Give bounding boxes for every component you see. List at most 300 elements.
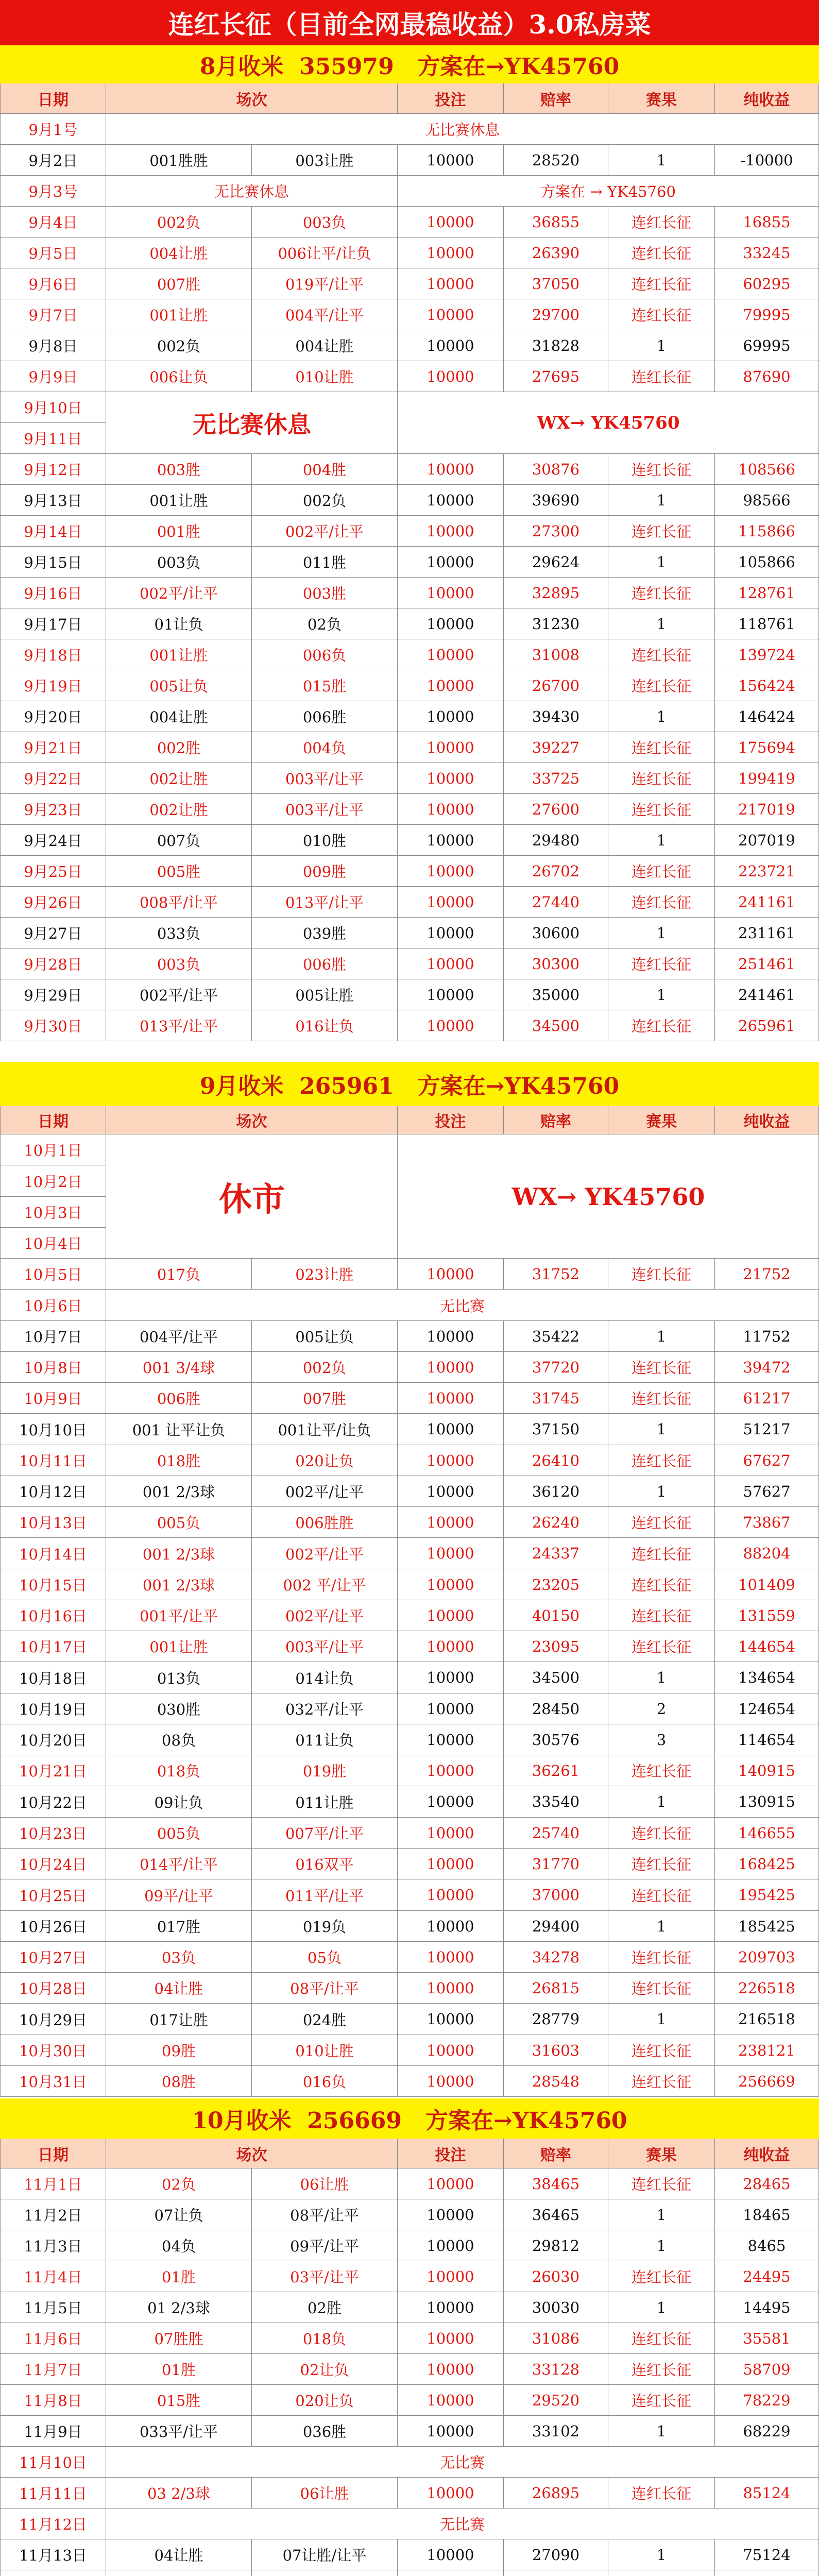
match-cell-a: 017胜 <box>106 1911 252 1942</box>
stake-cell: 10000 <box>398 2478 504 2509</box>
profit-cell: 33245 <box>715 238 819 268</box>
profit-cell: 51217 <box>715 1414 819 1445</box>
date-cell: 10月20日 <box>0 1724 106 1755</box>
date-cell: 9月7日 <box>0 299 106 330</box>
table-row <box>0 1538 819 1569</box>
match-cell-a: 08负 <box>106 1724 252 1755</box>
stake-cell: 10000 <box>398 1818 504 1849</box>
result-cell: 连红长征 <box>608 2478 715 2509</box>
date-cell: 9月22日 <box>0 763 106 794</box>
stake-cell: 10000 <box>398 299 504 330</box>
stake-cell: 10000 <box>398 825 504 856</box>
match-cell-b: 05负 <box>252 1942 398 1973</box>
odds-cell: 31603 <box>504 2035 608 2066</box>
match-cell-b: 004胜 <box>252 454 398 485</box>
result-cell: 连红长征 <box>608 1383 715 1414</box>
odds-cell: 31752 <box>504 1259 608 1290</box>
result-cell: 连红长征 <box>608 670 715 701</box>
match-cell-a: 001让胜 <box>106 485 252 516</box>
odds-cell: 36120 <box>504 1476 608 1507</box>
date-cell: 11月7日 <box>0 2354 106 2385</box>
profit-cell: 199419 <box>715 763 819 794</box>
profit-cell: 68229 <box>715 2416 819 2447</box>
date-cell: 9月4日 <box>0 207 106 238</box>
match-cell-a: 001让胜 <box>106 1631 252 1662</box>
match-cell-b: 004平/让平 <box>252 299 398 330</box>
match-cell-a: 001让胜 <box>106 299 252 330</box>
stake-cell: 10000 <box>398 701 504 732</box>
result-cell: 1 <box>608 2004 715 2035</box>
stake-cell: 10000 <box>398 670 504 701</box>
profit-cell: 175694 <box>715 732 819 763</box>
result-cell: 连红长征 <box>608 948 715 979</box>
table-row <box>0 2035 819 2066</box>
result-cell: 连红长征 <box>608 1259 715 1290</box>
date-cell: 9月17日 <box>0 608 106 639</box>
match-cell-a: 018负 <box>106 1755 252 1786</box>
profit-cell: 241161 <box>715 887 819 918</box>
result-cell: 连红长征 <box>608 207 715 238</box>
table-row <box>0 207 819 238</box>
match-cell-a: 001 2/3球 <box>106 1569 252 1600</box>
date-cell: 10月31日 <box>0 2066 106 2097</box>
date-cell: 9月26日 <box>0 887 106 918</box>
match-cell-a: 003胜 <box>106 454 252 485</box>
profit-cell: 124654 <box>715 1693 819 1724</box>
profit-cell: 11752 <box>715 1321 819 1352</box>
date-cell: 10月3日 <box>0 1197 106 1228</box>
date-cell: 9月1号 <box>0 114 106 145</box>
stake-cell: 10000 <box>398 1321 504 1352</box>
odds-cell: 33128 <box>504 2354 608 2385</box>
odds-cell: 27440 <box>504 887 608 918</box>
rest-note: 无比赛休息 <box>193 411 311 438</box>
table-row <box>0 1569 819 1600</box>
profit-cell: 265961 <box>715 1010 819 1041</box>
header-cell: 赛果 <box>608 83 715 114</box>
match-cell-a: 006胜 <box>106 1383 252 1414</box>
date-cell: 9月11日 <box>0 423 106 454</box>
stake-cell: 10000 <box>398 979 504 1010</box>
stake-cell: 10000 <box>398 856 504 887</box>
match-cell-a: 04让胜 <box>106 1973 252 2004</box>
header-cell: 场次 <box>106 2139 398 2168</box>
match-cell-a: 08胜 <box>106 2066 252 2097</box>
profit-cell: 209703 <box>715 1942 819 1973</box>
profit-cell: 87690 <box>715 361 819 392</box>
result-cell: 1 <box>608 918 715 948</box>
result-cell: 1 <box>608 330 715 361</box>
stake-cell: 10000 <box>398 1755 504 1786</box>
table-row <box>0 2230 819 2261</box>
result-cell: 连红长征 <box>608 1445 715 1476</box>
stake-cell: 10000 <box>398 948 504 979</box>
stake-cell: 10000 <box>398 2199 504 2230</box>
stake-cell: 10000 <box>398 361 504 392</box>
match-cell-a: 001 2/3球 <box>106 1476 252 1507</box>
table-row <box>0 2447 819 2478</box>
match-cell-b: 002平/让平 <box>252 1600 398 1631</box>
date-cell: 10月8日 <box>0 1352 106 1383</box>
date-cell: 9月21日 <box>0 732 106 763</box>
match-cell-b <box>252 2570 398 2576</box>
match-cell-b: 019负 <box>252 1911 398 1942</box>
date-cell: 10月4日 <box>0 1228 106 1259</box>
odds-cell: 34500 <box>504 1662 608 1693</box>
date-cell: 9月27日 <box>0 918 106 948</box>
match-cell-a: 07胜胜 <box>106 2323 252 2354</box>
stake-cell: 10000 <box>398 207 504 238</box>
date-cell: 10月25日 <box>0 1879 106 1911</box>
match-cell-a: 018胜 <box>106 1445 252 1476</box>
profit-cell: 14495 <box>715 2292 819 2323</box>
profit-cell: -10000 <box>715 145 819 176</box>
result-cell: 连红长征 <box>608 1352 715 1383</box>
profit-cell: 207019 <box>715 825 819 856</box>
stake-cell: 10000 <box>398 1662 504 1693</box>
date-cell: 10月15日 <box>0 1569 106 1600</box>
stake-cell: 10000 <box>398 2354 504 2385</box>
odds-cell: 37050 <box>504 268 608 299</box>
odds-cell: 35422 <box>504 1321 608 1352</box>
match-cell-a: 033平/让平 <box>106 2416 252 2447</box>
stake-cell: 10000 <box>398 2416 504 2447</box>
stake-cell: 10000 <box>398 2004 504 2035</box>
profit-cell: 8465 <box>715 2230 819 2261</box>
result-cell: 连红长征 <box>608 763 715 794</box>
stake-cell: 10000 <box>398 2168 504 2199</box>
table-row <box>0 918 819 948</box>
stake-cell: 10000 <box>398 2230 504 2261</box>
no-match-note: 无比赛休息 <box>106 114 819 145</box>
date-cell: 10月6日 <box>0 1290 106 1321</box>
match-cell-b: 010让胜 <box>252 2035 398 2066</box>
match-cell-a: 005让负 <box>106 670 252 701</box>
month-summary-banner: 8月收米 355979 方案在→YK45760 <box>0 45 819 83</box>
plan-note: WX→ YK45760 <box>537 413 680 433</box>
match-cell-a: 033负 <box>106 918 252 948</box>
match-cell-b: 09平/让平 <box>252 2230 398 2261</box>
result-cell: 1 <box>608 2230 715 2261</box>
profit-cell: 226518 <box>715 1973 819 2004</box>
profit-cell: 134654 <box>715 1662 819 1693</box>
date-cell: 9月13日 <box>0 485 106 516</box>
date-cell: 9月15日 <box>0 547 106 578</box>
result-cell: 1 <box>608 547 715 578</box>
table-row <box>0 1973 819 2004</box>
profit-cell: 115866 <box>715 516 819 547</box>
header-cell: 投注 <box>398 83 504 114</box>
match-cell-b: 02负 <box>252 608 398 639</box>
date-cell: 10月10日 <box>0 1414 106 1445</box>
match-cell-b: 011让胜 <box>252 1786 398 1818</box>
profit-cell: 57627 <box>715 1476 819 1507</box>
date-cell: 10月19日 <box>0 1693 106 1724</box>
table-row <box>0 238 819 268</box>
match-cell-a: 004平/让平 <box>106 1321 252 1352</box>
match-cell-a: 001胜胜 <box>106 145 252 176</box>
plan-note: 方案在 → YK45760 <box>398 176 819 207</box>
match-cell-b: 009胜 <box>252 856 398 887</box>
match-cell-b: 003让胜 <box>252 145 398 176</box>
result-cell: 连红长征 <box>608 1600 715 1631</box>
odds-cell: 36261 <box>504 1755 608 1786</box>
odds-cell: 32895 <box>504 578 608 608</box>
result-cell: 1 <box>608 1786 715 1818</box>
date-cell: 9月8日 <box>0 330 106 361</box>
stake-cell: 10000 <box>398 485 504 516</box>
match-cell-b: 002平/让平 <box>252 1538 398 1569</box>
plan-note: WX→ YK45760 <box>511 1182 705 1211</box>
profit-cell: 28465 <box>715 2168 819 2199</box>
date-cell: 11月10日 <box>0 2447 106 2478</box>
match-cell-b: 014让负 <box>252 1662 398 1693</box>
match-cell-a <box>106 2570 252 2576</box>
date-cell: 11月5日 <box>0 2292 106 2323</box>
result-cell: 1 <box>608 1662 715 1693</box>
header-cell: 投注 <box>398 1106 504 1134</box>
table-row <box>0 2168 819 2199</box>
result-cell: 连红长征 <box>608 2168 715 2199</box>
match-cell-a: 002负 <box>106 330 252 361</box>
result-cell: 3 <box>608 1724 715 1755</box>
match-cell-b: 004让胜 <box>252 330 398 361</box>
match-cell-b: 006胜 <box>252 701 398 732</box>
table-row <box>0 2539 819 2570</box>
date-cell: 11月13日 <box>0 2539 106 2570</box>
odds-cell: 26700 <box>504 670 608 701</box>
stake-cell: 10000 <box>398 2066 504 2097</box>
result-cell: 连红长征 <box>608 299 715 330</box>
match-cell-b: 039胜 <box>252 918 398 948</box>
date-cell: 9月12日 <box>0 454 106 485</box>
match-cell-a: 015胜 <box>106 2385 252 2416</box>
table-row <box>0 2416 819 2447</box>
odds-cell: 26410 <box>504 1445 608 1476</box>
result-cell: 连红长征 <box>608 454 715 485</box>
date-cell: 10月26日 <box>0 1911 106 1942</box>
match-cell-a: 017负 <box>106 1259 252 1290</box>
odds-cell: 29812 <box>504 2230 608 2261</box>
table-row <box>0 1352 819 1383</box>
stake-cell: 10000 <box>398 1879 504 1911</box>
match-cell-b: 006胜 <box>252 948 398 979</box>
table-row <box>0 176 819 207</box>
match-cell-b: 005让胜 <box>252 979 398 1010</box>
date-cell: 11月6日 <box>0 2323 106 2354</box>
month-summary-banner: 10月收米 256669 方案在→YK45760 <box>0 2098 819 2139</box>
odds-cell: 30300 <box>504 948 608 979</box>
table-row <box>0 1321 819 1352</box>
result-cell: 连红长征 <box>608 1818 715 1849</box>
match-cell-a: 002负 <box>106 207 252 238</box>
result-cell: 1 <box>608 608 715 639</box>
match-cell-a: 01胜 <box>106 2354 252 2385</box>
table-row <box>0 454 819 485</box>
stake-cell: 10000 <box>398 1538 504 1569</box>
profit-cell: 146424 <box>715 701 819 732</box>
table-row <box>0 2292 819 2323</box>
odds-cell: 31008 <box>504 639 608 670</box>
table-row <box>0 578 819 608</box>
match-cell-b: 002负 <box>252 1352 398 1383</box>
date-cell: 9月3号 <box>0 176 106 207</box>
result-cell: 2 <box>608 1693 715 1724</box>
odds-cell: 39690 <box>504 485 608 516</box>
result-cell: 连红长征 <box>608 2261 715 2292</box>
match-cell-b: 011让负 <box>252 1724 398 1755</box>
odds-cell: 23095 <box>504 1631 608 1662</box>
match-cell-b: 004负 <box>252 732 398 763</box>
page-title: 连红长征（目前全网最稳收益）3.0私房菜 <box>0 0 819 45</box>
table-row <box>0 1476 819 1507</box>
match-cell-b: 013平/让平 <box>252 887 398 918</box>
match-cell-a: 001 3/4球 <box>106 1352 252 1383</box>
odds-cell: 28548 <box>504 2066 608 2097</box>
result-cell: 1 <box>608 485 715 516</box>
result-cell: 1 <box>608 2199 715 2230</box>
match-cell-b: 011平/让平 <box>252 1879 398 1911</box>
odds-cell: 26895 <box>504 2478 608 2509</box>
match-cell-b: 016双平 <box>252 1849 398 1879</box>
odds-cell: 26702 <box>504 856 608 887</box>
stake-cell: 10000 <box>398 1569 504 1600</box>
header-cell: 赔率 <box>504 83 608 114</box>
profit-cell: 88204 <box>715 1538 819 1569</box>
match-cell-b: 02胜 <box>252 2292 398 2323</box>
profit-cell: 69995 <box>715 330 819 361</box>
odds-cell: 29520 <box>504 2385 608 2416</box>
table-row <box>0 732 819 763</box>
stake-cell <box>398 2570 504 2576</box>
match-cell-a: 001 2/3球 <box>106 1538 252 1569</box>
profit-cell: 39472 <box>715 1352 819 1383</box>
odds-cell <box>504 2570 608 2576</box>
date-cell: 10月30日 <box>0 2035 106 2066</box>
match-cell-b: 010让胜 <box>252 361 398 392</box>
match-cell-a: 09让负 <box>106 1786 252 1818</box>
table-row <box>0 979 819 1010</box>
odds-cell: 31828 <box>504 330 608 361</box>
table-row <box>0 485 819 516</box>
result-cell: 连红长征 <box>608 639 715 670</box>
table-row <box>0 1755 819 1786</box>
stake-cell: 10000 <box>398 516 504 547</box>
odds-cell: 37000 <box>504 1879 608 1911</box>
profit-cell: 101409 <box>715 1569 819 1600</box>
stake-cell: 10000 <box>398 1507 504 1538</box>
date-cell: 9月2日 <box>0 145 106 176</box>
match-cell-b: 006负 <box>252 639 398 670</box>
table-row <box>0 547 819 578</box>
match-cell-b: 007胜 <box>252 1383 398 1414</box>
stake-cell: 10000 <box>398 1724 504 1755</box>
result-cell: 连红长征 <box>608 1973 715 2004</box>
match-cell-b: 03平/让平 <box>252 2261 398 2292</box>
result-cell: 连红长征 <box>608 1879 715 1911</box>
profit-cell: 16855 <box>715 207 819 238</box>
stake-cell: 10000 <box>398 2292 504 2323</box>
match-cell-a: 002让胜 <box>106 794 252 825</box>
odds-cell: 33725 <box>504 763 608 794</box>
odds-cell: 28520 <box>504 145 608 176</box>
match-cell-b: 002 平/让平 <box>252 1569 398 1600</box>
odds-cell: 30030 <box>504 2292 608 2323</box>
match-cell-a: 030胜 <box>106 1693 252 1724</box>
stake-cell: 10000 <box>398 238 504 268</box>
profit-cell: 156424 <box>715 670 819 701</box>
table-row <box>0 1259 819 1290</box>
stake-cell: 10000 <box>398 608 504 639</box>
month-summary-banner: 9月收米 265961 方案在→YK45760 <box>0 1062 819 1106</box>
profit-cell: 168425 <box>715 1849 819 1879</box>
date-cell: 10月24日 <box>0 1849 106 1879</box>
result-cell: 连红长征 <box>608 887 715 918</box>
match-cell-b: 006胜胜 <box>252 1507 398 1538</box>
result-cell: 连红长征 <box>608 1631 715 1662</box>
table-row <box>0 2004 819 2035</box>
odds-cell: 26815 <box>504 1973 608 2004</box>
odds-cell: 24337 <box>504 1538 608 1569</box>
stake-cell: 10000 <box>398 1973 504 2004</box>
table-row <box>0 2509 819 2539</box>
date-cell: 11月2日 <box>0 2199 106 2230</box>
date-cell: 11月11日 <box>0 2478 106 2509</box>
profit-cell: 21752 <box>715 1259 819 1290</box>
profit-cell: 73867 <box>715 1507 819 1538</box>
odds-cell: 34500 <box>504 1010 608 1041</box>
match-cell-b: 018负 <box>252 2323 398 2354</box>
match-cell-b: 015胜 <box>252 670 398 701</box>
date-cell: 9月16日 <box>0 578 106 608</box>
odds-cell: 34278 <box>504 1942 608 1973</box>
result-cell: 连红长征 <box>608 238 715 268</box>
profit-cell: 238121 <box>715 2035 819 2066</box>
stake-cell: 10000 <box>398 268 504 299</box>
header-cell: 日期 <box>0 1106 106 1134</box>
date-cell: 9月29日 <box>0 979 106 1010</box>
date-cell: 9月6日 <box>0 268 106 299</box>
table-row <box>0 1942 819 1973</box>
result-cell: 连红长征 <box>608 1849 715 1879</box>
match-cell-b: 002平/让平 <box>252 1476 398 1507</box>
result-cell: 1 <box>608 979 715 1010</box>
odds-cell: 26240 <box>504 1507 608 1538</box>
date-cell: 9月19日 <box>0 670 106 701</box>
stake-cell: 10000 <box>398 1445 504 1476</box>
match-cell-a: 07让负 <box>106 2199 252 2230</box>
odds-cell: 31086 <box>504 2323 608 2354</box>
match-cell-b: 08平/让平 <box>252 2199 398 2230</box>
header-cell: 日期 <box>0 2139 106 2168</box>
result-cell: 1 <box>608 2292 715 2323</box>
profit-cell: 256669 <box>715 2066 819 2097</box>
match-cell-a: 013负 <box>106 1662 252 1693</box>
result-cell: 1 <box>608 1476 715 1507</box>
match-cell-a: 002平/让平 <box>106 578 252 608</box>
date-cell: 10月21日 <box>0 1755 106 1786</box>
odds-cell: 28450 <box>504 1693 608 1724</box>
table-row <box>0 2478 819 2509</box>
match-cell-a: 001让胜 <box>106 639 252 670</box>
no-match-note: 无比赛 <box>106 2447 819 2478</box>
stake-cell: 10000 <box>398 547 504 578</box>
profit-cell: 67627 <box>715 1445 819 1476</box>
match-cell-a: 01让负 <box>106 608 252 639</box>
result-cell: 连红长征 <box>608 361 715 392</box>
date-cell: 11月12日 <box>0 2509 106 2539</box>
match-cell-a: 04负 <box>106 2230 252 2261</box>
